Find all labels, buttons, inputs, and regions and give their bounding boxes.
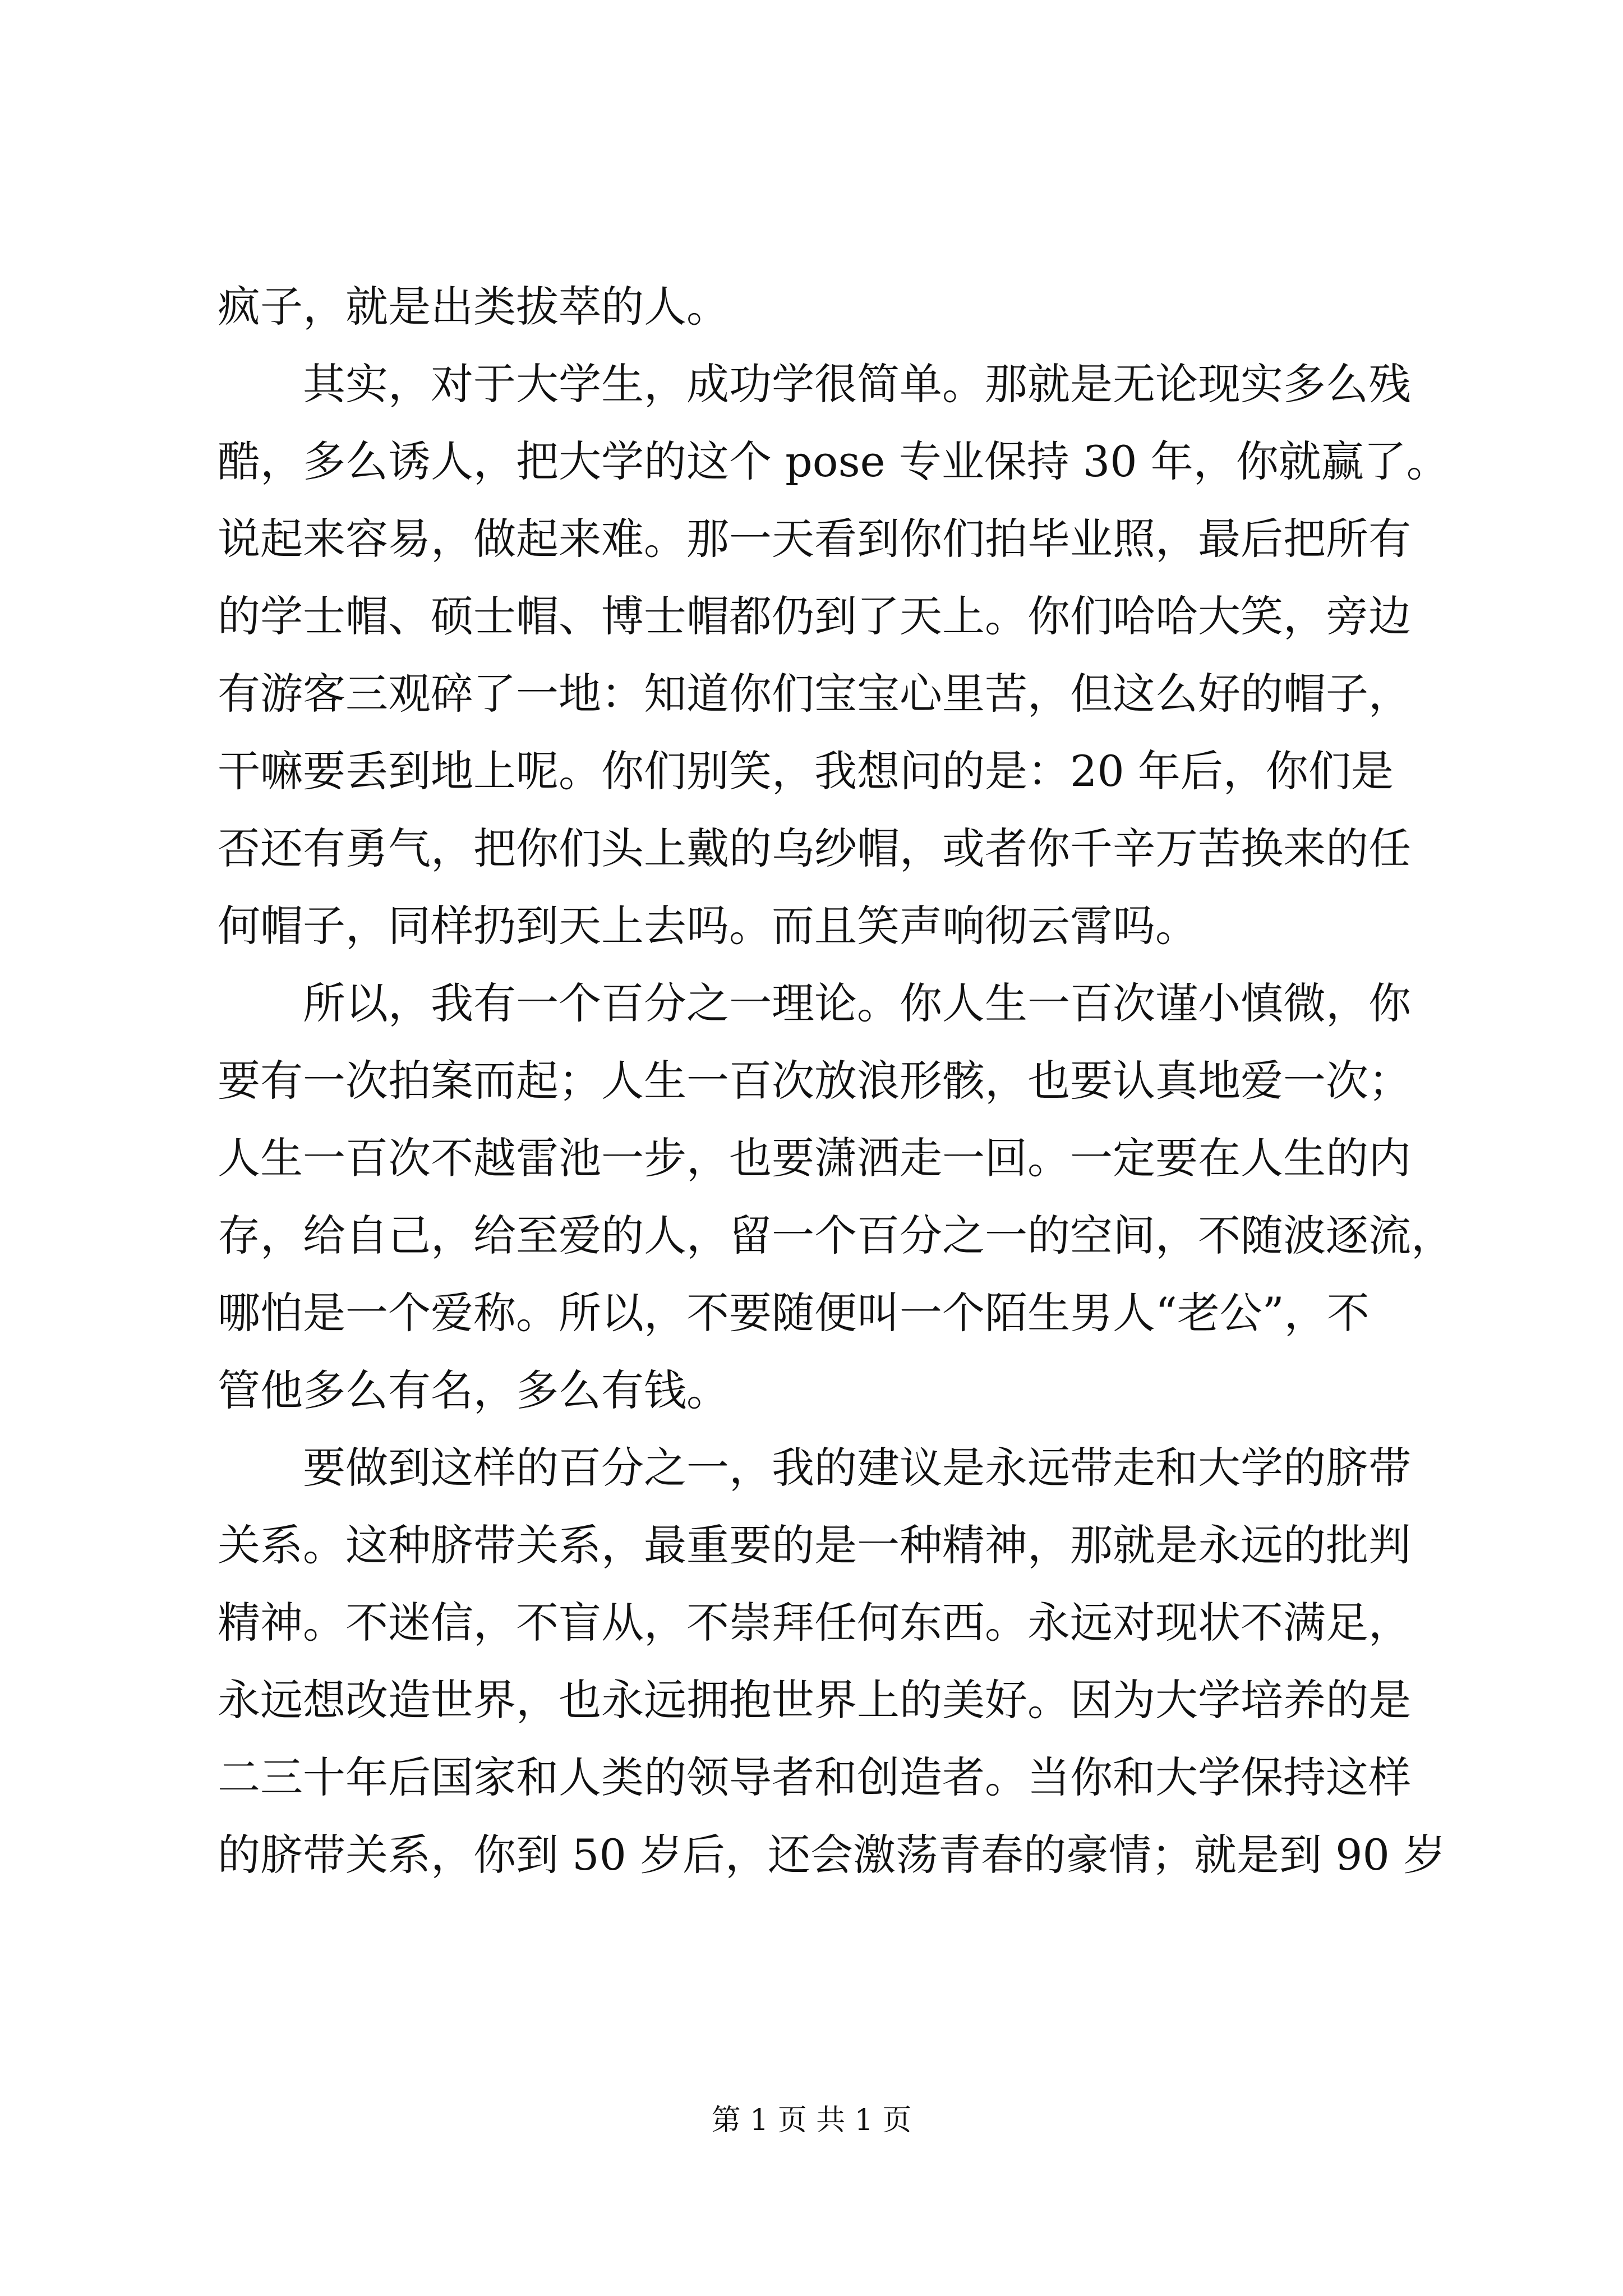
text-line: 的脐带关系，你到 50 岁后，还会激荡青春的豪情；就是到 90 岁 xyxy=(218,1830,1446,1880)
page-number-footer: 第 1 页 共 1 页 xyxy=(711,2104,912,2137)
text-line: 精神。不迷信，不盲从，不崇拜任何东西。永远对现状不满足， xyxy=(218,1598,1411,1648)
text-line: 要做到这样的百分之一，我的建议是永远带走和大学的脐带 xyxy=(303,1443,1411,1493)
text-line: 存，给自己，给至爱的人，留一个百分之一的空间，不随波逐流， xyxy=(218,1211,1454,1260)
text-line: 何帽子，同样扔到天上去吗。而且笑声响彻云霄吗。 xyxy=(218,901,1198,951)
text-line: 所以，我有一个百分之一理论。你人生一百次谨小慎微，你 xyxy=(303,978,1411,1028)
body-text xyxy=(218,268,1454,1894)
text-line: 干嘛要丢到地上呢。你们别笑，我想问的是：20 年后，你们是 xyxy=(218,746,1394,796)
text-line: 永远想改造世界，也永远拥抱世界上的美好。因为大学培养的是 xyxy=(218,1675,1411,1725)
text-line: 二三十年后国家和人类的领导者和创造者。当你和大学保持这样 xyxy=(218,1752,1411,1802)
text-line: 有游客三观碎了一地：知道你们宝宝心里苦，但这么好的帽子， xyxy=(218,669,1411,719)
text-line: 的学士帽、硕士帽、博士帽都仍到了天上。你们哈哈大笑，旁边 xyxy=(218,591,1411,641)
text-line: 其实，对于大学生，成功学很简单。那就是无论现实多么残 xyxy=(303,359,1411,409)
text-line: 人生一百次不越雷池一步，也要潇洒走一回。一定要在人生的内 xyxy=(218,1133,1411,1183)
text-line: 说起来容易，做起来难。那一天看到你们拍毕业照，最后把所有 xyxy=(218,514,1411,564)
text-line: 要有一次拍案而起；人生一百次放浪形骸，也要认真地爱一次； xyxy=(218,1056,1411,1106)
text-line: 管他多么有名，多么有钱。 xyxy=(218,1365,729,1415)
text-line: 否还有勇气，把你们头上戴的乌纱帽，或者你千辛万苦换来的任 xyxy=(218,823,1411,873)
text-line: 酷，多么诱人，把大学的这个 pose 专业保持 30 年，你就赢了。 xyxy=(218,436,1449,486)
text-line: 关系。这种脐带关系，最重要的是一种精神，那就是永远的批判 xyxy=(218,1520,1411,1570)
text-line: 哪怕是一个爱称。所以，不要随便叫一个陌生男人“老公”，不 xyxy=(218,1288,1370,1338)
text-line: 疯子，就是出类拔萃的人。 xyxy=(218,282,729,332)
